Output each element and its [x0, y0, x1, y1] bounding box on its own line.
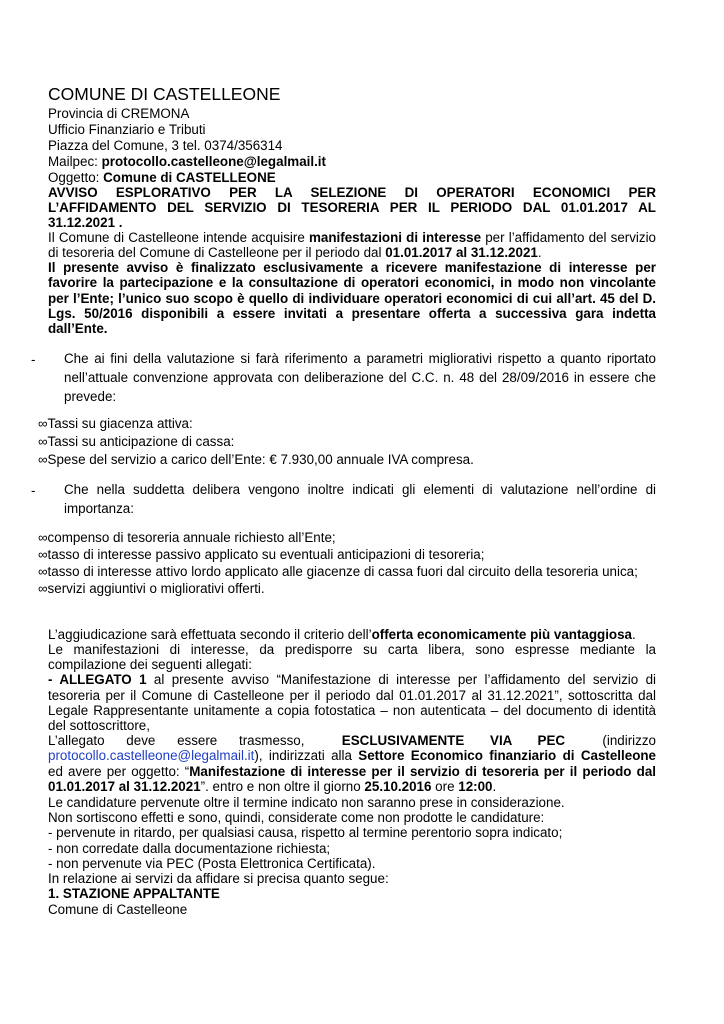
mailpec-label: Mailpec: — [48, 154, 102, 169]
provincia-text: Provincia di CREMONA — [48, 106, 190, 121]
oggetto-line — [48, 170, 276, 186]
trasmissione-method: ESCLUSIVAMENTE VIA PEC — [341, 733, 566, 748]
list-item — [38, 530, 336, 546]
infinity-bullet-icon: ∞ — [38, 416, 48, 431]
allegato-line-1 — [48, 672, 656, 688]
aggiudicazione-line — [48, 627, 636, 643]
dash1-line-1: Che ai fini della valutazione si farà riferimento a parametri migliorativi rispetto a quanto riportato — [64, 351, 656, 366]
trasmissione-line-3 — [48, 764, 656, 780]
intro-text: Il Comune di Castelleone intende acquisire — [48, 230, 309, 245]
list-item-text: tasso di interesse attivo lordo applicato alle giacenze di cassa fuori dal circuito della tesoreria unica; — [47, 564, 638, 579]
deadline-date: 25.10.2016 — [364, 779, 432, 794]
intro-line-1 — [48, 230, 656, 246]
closing-line: - pervenute in ritardo, per qualsiasi causa, rispetto al termine perentorio sopra indicato; — [48, 825, 563, 840]
manifestazioni-line-1: Le manifestazioni di interesse, da predisporre su carta libera, sono espresse mediante la — [48, 642, 656, 657]
dash-marker: - — [31, 483, 36, 498]
allegato-line-2: tesoreria per il Comune di Castelleone per il periodo dal 01.01.2017 al 31.12.2021”, sottoscritta dal — [48, 688, 656, 703]
intro-text: per l’affidamento del servizio — [481, 230, 657, 245]
trasmissione-subject: Manifestazione di interesse per il servizio di tesoreria per il periodo dal — [189, 764, 656, 779]
allegato-line-3: Legale Rappresentante unitamente a copia fotostatica – non autenticata – del documento di identità — [48, 703, 656, 718]
oggetto-value: Comune di CASTELLEONE — [103, 170, 276, 185]
dash1-line-3: prevede: — [64, 389, 117, 404]
closing-line: - non corredate dalla documentazione richiesta; — [48, 841, 331, 856]
dash1-line-2: nell’attuale convenzione approvata con deliberazione del C.C. n. 48 del 28/09/2016 in essere che — [64, 370, 656, 385]
infinity-bullet-icon: ∞ — [38, 547, 48, 562]
allegato-line-4: del sottoscrittore, — [48, 718, 150, 733]
avviso-title-line-1: AVVISO ESPLORATIVO PER LA SELEZIONE DI OPERATORI ECONOMICI PER — [48, 185, 656, 200]
ufficio-text: Ufficio Finanziario e Tributi — [48, 122, 206, 137]
pec-email-link[interactable]: protocollo.castelleone@legalmail.it — [48, 748, 255, 763]
aggiudicazione-text: L’aggiudicazione sarà effettuata secondo il criterio dell’ — [48, 627, 372, 642]
trasmissione-text: ), indirizzati alla — [254, 748, 359, 763]
avviso-title-line-2: L’AFFIDAMENTO DEL SERVIZIO DI TESORERIA PER IL PERIODO DAL 01.01.2017 AL — [48, 200, 656, 215]
address-text: Piazza del Comune, 3 tel. 0374/356314 — [48, 138, 283, 153]
section-heading: 1. STAZIONE APPALTANTE — [48, 886, 220, 901]
list-item-text: Spese del servizio a carico dell’Ente: € 7.930,00 annuale IVA compresa. — [47, 452, 474, 467]
oggetto-label: Oggetto: — [48, 170, 104, 185]
finalita-line-3: per l’Ente; l’unico suo scopo è quello di individuare operatori economici di cui all’art. 45 del D. — [48, 291, 656, 306]
dash2-line-2: importanza: — [64, 501, 134, 516]
infinity-bullet-icon: ∞ — [38, 581, 48, 596]
trasmissione-text: ed avere per oggetto: “ — [48, 764, 190, 779]
aggiudicazione-criterion: offerta economicamente più vantaggiosa — [371, 627, 633, 642]
list-item — [38, 564, 638, 580]
trasmissione-line-1 — [48, 733, 656, 749]
trasmissione-text: ore — [431, 779, 459, 794]
trasmissione-text: ”. entro e non oltre il giorno — [200, 779, 365, 794]
list-item — [38, 434, 234, 450]
finalita-line-2: favorire la partecipazione e la consultazione di operatori economici, in modo non vincolante — [48, 275, 656, 290]
list-item-text: tasso di interesse passivo applicato su eventuali anticipazioni di tesoreria; — [47, 547, 485, 562]
infinity-bullet-icon: ∞ — [38, 452, 48, 467]
aggiudicazione-text: . — [632, 627, 636, 642]
mailpec-address: protocollo.castelleone@legalmail.it — [101, 154, 326, 169]
mailpec-line — [48, 154, 326, 170]
list-item — [38, 452, 474, 468]
list-item-text: compenso di tesoreria annuale richiesto all’Ente; — [47, 530, 336, 545]
trasmissione-recipient: Settore Economico finanziario di Castelleone — [358, 748, 657, 763]
trasmissione-text: L’allegato deve essere trasmesso, — [48, 733, 305, 748]
list-item-text: servizi aggiuntivi o migliorativi offerti. — [47, 581, 265, 596]
trasmissione-line-4 — [48, 779, 496, 795]
infinity-bullet-icon: ∞ — [38, 530, 48, 545]
trasmissione-line-2 — [48, 748, 656, 764]
closing-line: Le candidature pervenute oltre il termine indicato non saranno prese in considerazione. — [48, 795, 565, 810]
infinity-bullet-icon: ∞ — [38, 434, 48, 449]
list-item — [38, 416, 193, 432]
intro-line-2 — [48, 245, 542, 261]
manifestazioni-line-2: compilazione dei seguenti allegati: — [48, 657, 252, 672]
dash-marker: - — [31, 352, 36, 367]
finalita-line-1: Il presente avviso è finalizzato esclusivamente a ricevere manifestazione di interesse per — [48, 260, 656, 275]
deadline-time: 12:00 — [458, 779, 493, 794]
list-item-text: Tassi su giacenza attiva: — [47, 416, 193, 431]
dash2-line-1: Che nella suddetta delibera vengono inoltre indicati gli elementi di valutazione nell’ordine di — [64, 482, 656, 497]
allegato-label: - ALLEGATO 1 — [48, 672, 147, 687]
closing-line: In relazione ai servizi da affidare si precisa quanto segue: — [48, 871, 389, 886]
intro-bold: manifestazioni di interesse — [308, 230, 482, 245]
trasmissione-text: (indirizzo — [602, 733, 656, 748]
section-text: Comune di Castelleone — [48, 902, 188, 917]
list-item — [38, 547, 484, 563]
closing-line: Non sortiscono effetti e sono, quindi, considerate come non prodotte le candidature: — [48, 810, 545, 825]
list-item — [38, 581, 265, 597]
trasmissione-subject-period: 01.01.2017 al 31.12.2021 — [48, 779, 201, 794]
allegato-text: al presente avviso “Manifestazione di interesse per l’affidamento del servizio di — [146, 672, 656, 687]
list-item-text: Tassi su anticipazione di cassa: — [47, 434, 235, 449]
intro-period: 01.01.2017 al 31.12.2021 — [385, 245, 538, 260]
closing-line: - non pervenute via PEC (Posta Elettronica Certificata). — [48, 856, 376, 871]
page-title: COMUNE DI CASTELLEONE — [48, 84, 281, 104]
intro-text: di tesoreria del Comune di Castelleone per il periodo dal — [48, 245, 386, 260]
finalita-line-4: Lgs. 50/2016 disponibili a essere invitati a presentare offerta a successiva gara indetta — [48, 306, 656, 321]
infinity-bullet-icon: ∞ — [38, 564, 48, 579]
intro-text: . — [537, 245, 542, 260]
trasmissione-text: . — [492, 779, 497, 794]
finalita-line-5: dall’Ente. — [48, 321, 108, 336]
avviso-title-line-3: 31.12.2021 . — [48, 215, 123, 230]
